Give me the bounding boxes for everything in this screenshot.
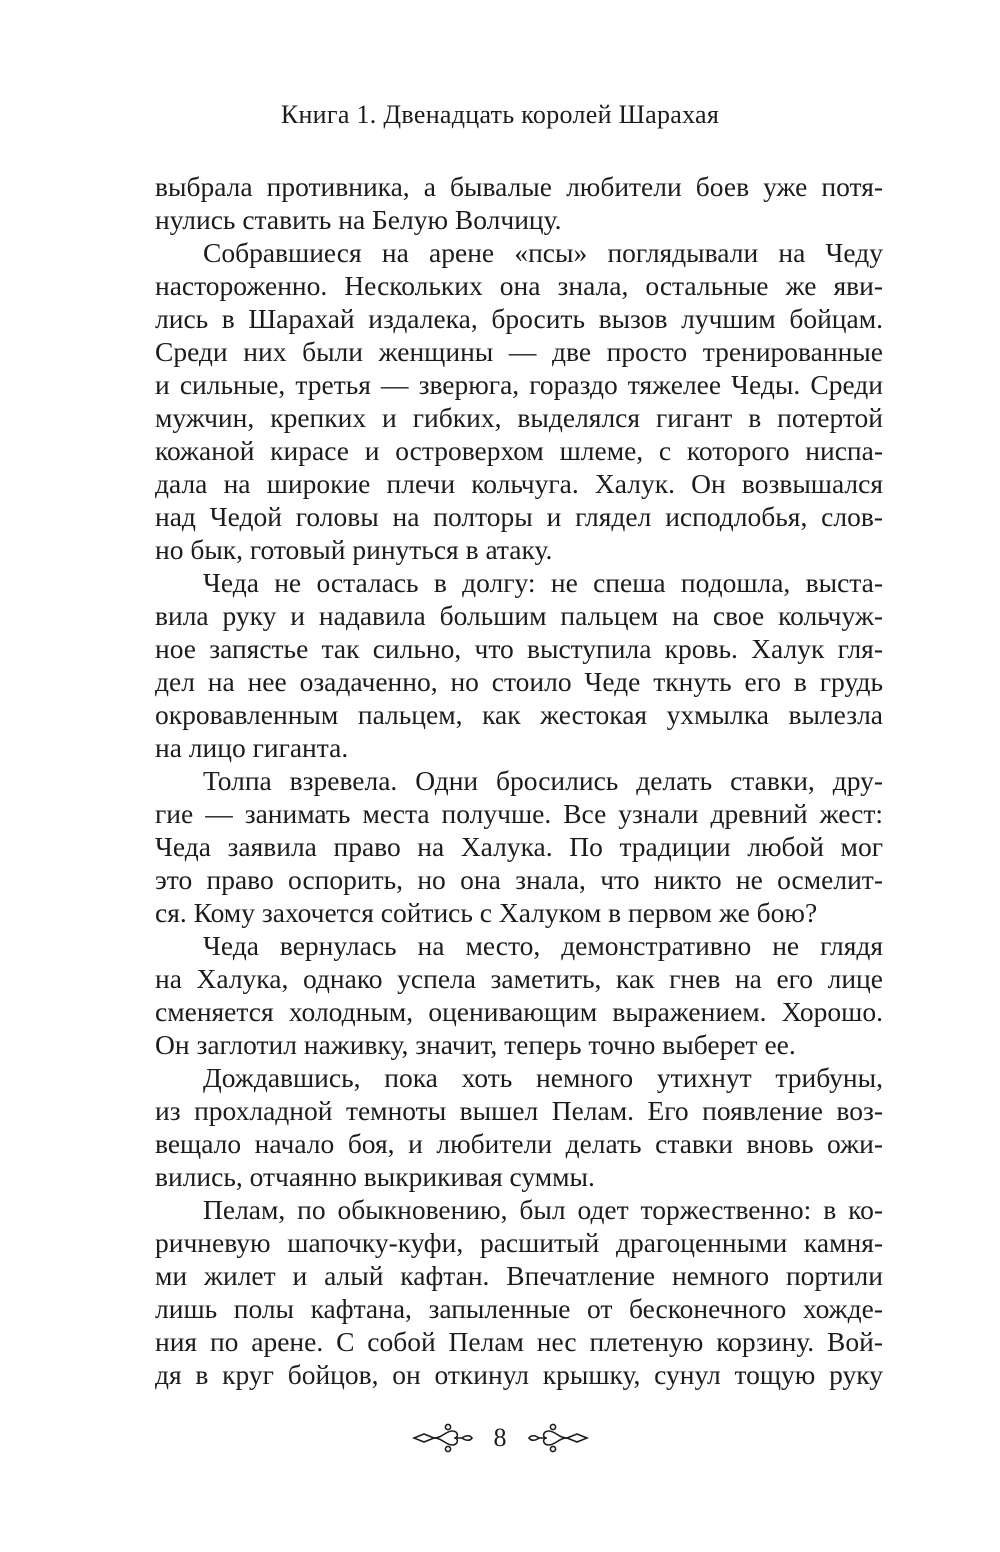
text-line: вещало начало боя, и любители делать ставки вновь ожи-	[155, 1128, 883, 1159]
text-line: нулись ставить на Белую Волчицу.	[155, 204, 562, 235]
text-line: Он заглотил наживку, значит, теперь точно выберет ее.	[155, 1029, 796, 1060]
text-line: над Чедой головы на полторы и глядел исподлобья, слов-	[155, 501, 883, 532]
text-line: это право оспорить, но она знала, что никто не осмелит-	[155, 864, 883, 895]
page-footer	[0, 1421, 1000, 1455]
text-line: Чеда вернулась на место, демонстративно не глядя	[203, 930, 883, 961]
text-line: Чеда не осталась в долгу: не спеша подошла, выста-	[203, 567, 883, 598]
text-line: дел на нее озадаченно, но стоило Чеде ткнуть его в грудь	[155, 666, 883, 697]
text-line: окровавленным пальцем, как жестокая ухмылка вылезла	[155, 699, 883, 730]
text-line: выбрала противника, а бывалые любители боев уже потя-	[155, 171, 883, 202]
text-line: настороженно. Нескольких она знала, остальные же яви-	[155, 270, 883, 301]
text-line: Толпа взревела. Одни бросились делать ставки, дру-	[203, 765, 883, 796]
text-line: и сильные, третья — зверюга, гораздо тяжелее Чеды. Среди	[155, 369, 883, 400]
text-line: но бык, готовый ринуться в атаку.	[155, 534, 553, 565]
text-line: Пелам, по обыкновению, был одет торжественно: в ко-	[203, 1194, 883, 1225]
text-line: сменяется холодным, оценивающим выражением. Хорошо.	[155, 996, 883, 1027]
text-line: дала на широкие плечи кольчуга. Халук. Он возвышался	[155, 468, 883, 499]
scroll-ornament-icon	[527, 1423, 589, 1453]
text-line: мужчин, крепких и гибких, выделялся гигант в потертой	[155, 402, 883, 433]
text-line: кожаной кирасе и островерхом шлеме, с которого ниспа-	[155, 435, 883, 466]
text-line: Дождавшись, пока хоть немного утихнут трибуны,	[203, 1062, 883, 1093]
text-line: ричневую шапочку-куфи, расшитый драгоценными камня-	[155, 1227, 883, 1258]
text-line: дя в круг бойцов, он откинул крышку, сунул тощую руку	[155, 1359, 883, 1390]
text-line: Собравшиеся на арене «псы» поглядывали на Чеду	[203, 237, 883, 268]
text-line: из прохладной темноты вышел Пелам. Его появление воз-	[155, 1095, 883, 1126]
scroll-ornament-icon	[412, 1423, 474, 1453]
text-line: Чеда заявила право на Халука. По традиции любой мог	[155, 831, 883, 862]
text-line: ся. Кому захочется сойтись с Халуком в первом же бою?	[155, 897, 818, 928]
running-header: Книга 1. Двенадцать королей Шарахая	[280, 100, 720, 129]
text-line: на лицо гиганта.	[155, 732, 349, 763]
text-line: Среди них были женщины — две просто тренированные	[155, 336, 883, 367]
body-text	[155, 170, 883, 1391]
text-line: лишь полы кафтана, запыленные от бесконечного хожде-	[155, 1293, 883, 1324]
text-line: лись в Шарахай издалека, бросить вызов лучшим бойцам.	[155, 303, 883, 334]
text-line: вились, отчаянно выкрикивая суммы.	[155, 1161, 595, 1192]
page-number: 8	[493, 1423, 507, 1452]
text-line: вила руку и надавила большим пальцем на свое кольчуж-	[155, 600, 883, 631]
text-line: на Халука, однако успела заметить, как гнев на его лице	[155, 963, 883, 994]
text-line: ное запястье так сильно, что выступила кровь. Халук гля-	[155, 633, 883, 664]
text-line: ния по арене. С собой Пелам нес плетеную корзину. Вой-	[155, 1326, 883, 1357]
text-line: гие — занимать места получше. Все узнали древний жест:	[155, 798, 883, 829]
text-line: ми жилет и алый кафтан. Впечатление немного портили	[155, 1260, 883, 1291]
